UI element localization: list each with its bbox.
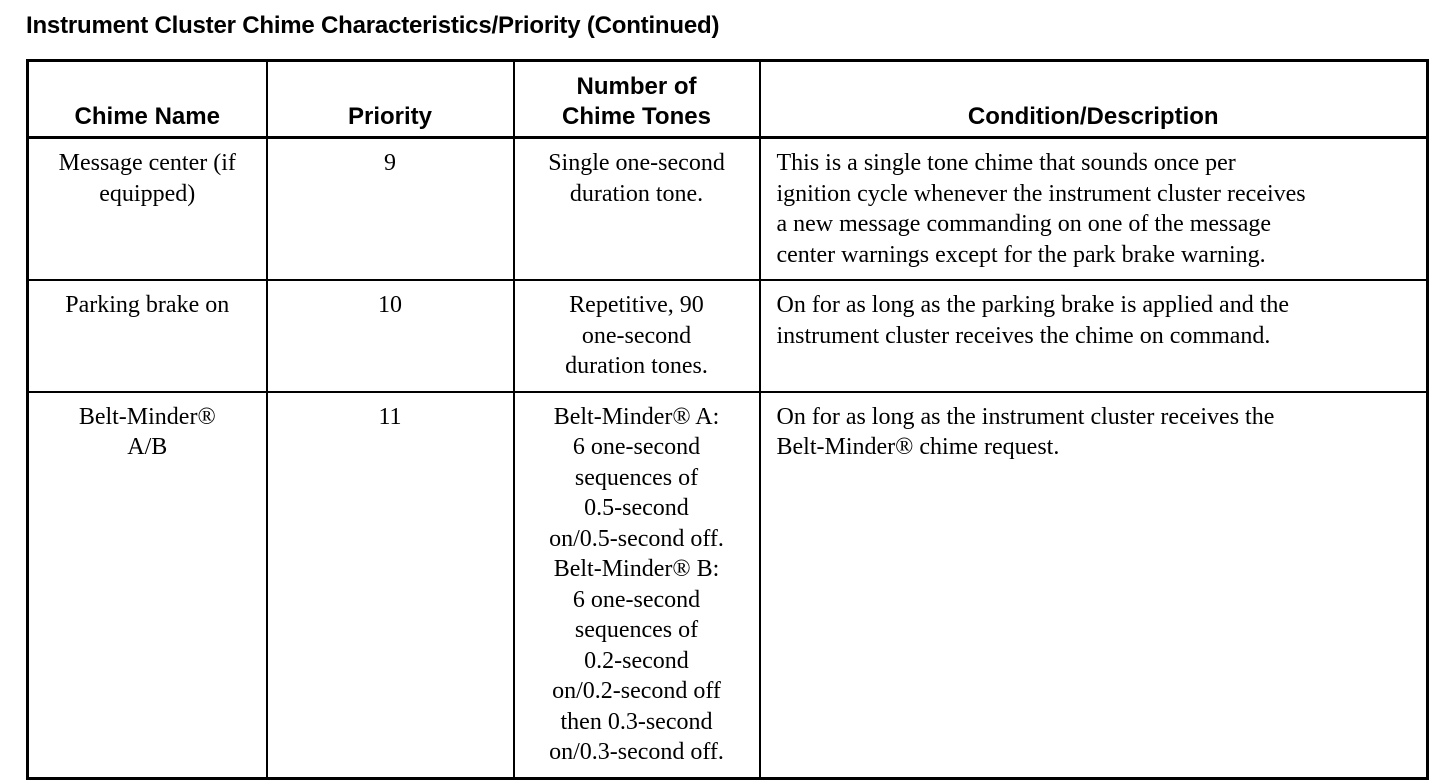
cell-priority: 11 — [267, 392, 514, 779]
text-line: on/0.3-second off. — [549, 739, 724, 765]
cell-chime-tones — [514, 392, 760, 779]
text-line: instrument cluster receives the chime on command. — [776, 322, 1271, 349]
text-line: on/0.5-second off. — [549, 525, 724, 552]
text-line: On for as long as the instrument cluster receives the — [776, 403, 1275, 430]
text-line: A/B — [127, 434, 168, 460]
cell-description — [760, 280, 1428, 392]
text-line: 6 one-second — [572, 434, 701, 460]
text-line: Belt-Minder® — [78, 403, 216, 430]
text-line: ignition cycle whenever the instrument cluster receives — [776, 180, 1306, 207]
text-line: 0.2-second — [584, 647, 689, 674]
header-chime-tones — [514, 61, 760, 138]
header-chime-tones-line: Number of — [576, 73, 697, 100]
table-header-row — [28, 61, 1428, 138]
text-line: one-second — [581, 322, 692, 349]
text-line: Single one-second — [548, 150, 725, 176]
cell-chime-name — [28, 392, 267, 779]
page-title: Instrument Cluster Chime Characteristics/Priority (Continued) — [26, 12, 720, 39]
table-row — [28, 280, 1428, 392]
text-line: then 0.3-second — [560, 708, 713, 735]
header-priority: Priority — [267, 61, 514, 138]
text-line: On for as long as the parking brake is applied and the — [776, 292, 1290, 318]
header-description: Condition/Description — [760, 61, 1428, 138]
cell-priority: 9 — [267, 138, 514, 281]
table-row — [28, 392, 1428, 779]
text-line: Belt-Minder® A: — [553, 403, 720, 430]
header-chime-name: Chime Name — [28, 61, 267, 138]
text-line: equipped) — [99, 180, 196, 207]
chime-table — [26, 59, 1429, 780]
cell-chime-tones — [514, 280, 760, 392]
text-line: center warnings except for the park brake warning. — [776, 241, 1266, 268]
text-line: Message center (if — [58, 150, 236, 176]
header-chime-tones-line: Chime Tones — [562, 103, 711, 130]
cell-description — [760, 392, 1428, 779]
text-line: a new message commanding on one of the message — [776, 211, 1272, 237]
text-line: 0.5-second — [584, 495, 689, 521]
text-line: sequences of — [574, 617, 699, 643]
cell-priority: 10 — [267, 280, 514, 392]
text-line: Belt-Minder® B: — [553, 556, 720, 582]
text-line: duration tones. — [565, 353, 708, 379]
cell-chime-tones — [514, 138, 760, 281]
cell-chime-name — [28, 280, 267, 392]
text-line: Repetitive, 90 — [569, 292, 704, 318]
text-line: Parking brake on — [65, 292, 230, 318]
text-line: on/0.2-second off — [552, 678, 721, 704]
cell-description — [760, 138, 1428, 281]
table-row — [28, 138, 1428, 281]
cell-chime-name — [28, 138, 267, 281]
text-line: sequences of — [574, 464, 699, 491]
text-line: 6 one-second — [572, 586, 701, 613]
text-line: Belt-Minder® chime request. — [776, 434, 1060, 460]
text-line: duration tone. — [569, 180, 704, 207]
text-line: This is a single tone chime that sounds once per — [776, 150, 1236, 176]
